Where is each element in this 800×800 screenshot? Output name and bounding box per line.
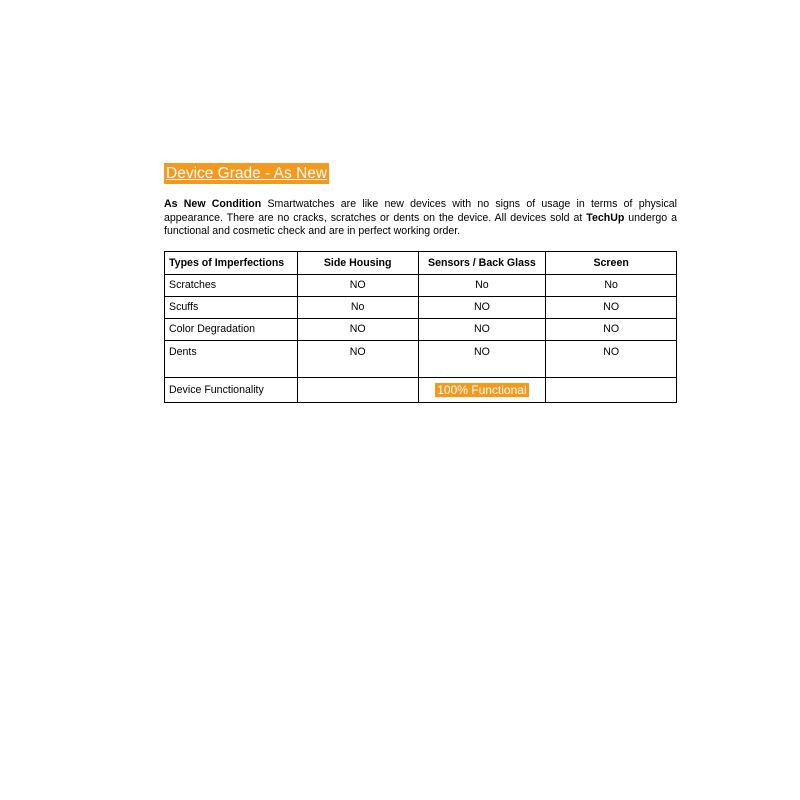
page-title: Device Grade - As New [166,165,328,182]
row-label: Scuffs [165,296,298,318]
document-content [164,163,677,403]
functionality-sensors-cell [418,377,546,402]
functionality-screen-cell [546,377,677,402]
header-sensors: Sensors / Back Glass [418,251,546,274]
screen-cell: NO [546,318,677,340]
brand-name: TechUp [586,211,625,224]
screen-cell: No [546,274,677,296]
functional-badge: 100% Functional [437,382,527,397]
sensors-cell: NO [418,318,546,340]
table-row [165,296,677,318]
row-label: Scratches [165,274,298,296]
row-label: Dents [165,340,298,377]
imperfections-table [164,251,677,403]
table-row [165,340,677,377]
table-row [165,274,677,296]
sensors-cell: NO [418,296,546,318]
intro-text-2: undergo a functional and cosmetic check and are in perfect working order. [164,211,677,237]
sensors-cell: No [418,274,546,296]
header-types: Types of Imperfections [165,251,298,274]
table-header-row [165,251,677,274]
table-row [165,318,677,340]
side-housing-cell: No [297,296,418,318]
side-housing-cell: NO [297,274,418,296]
functionality-label: Device Functionality [165,377,298,402]
screen-cell: NO [546,296,677,318]
intro-bold-lead: As New Condition [164,198,262,210]
functionality-side-housing-cell [297,377,418,402]
side-housing-cell: NO [297,340,418,377]
row-label: Color Degradation [165,318,298,340]
side-housing-cell: NO [297,318,418,340]
header-screen: Screen [546,251,677,274]
intro-paragraph [164,198,677,239]
screen-cell: NO [546,340,677,377]
intro-text-1: Smartwatches are like new devices with no signs of usage in terms of physical appearance. There are no cracks, scratches or dents on the device. All devices sold at [164,198,677,224]
header-side-housing: Side Housing [297,251,418,274]
functionality-row [165,377,677,402]
sensors-cell: NO [418,340,546,377]
